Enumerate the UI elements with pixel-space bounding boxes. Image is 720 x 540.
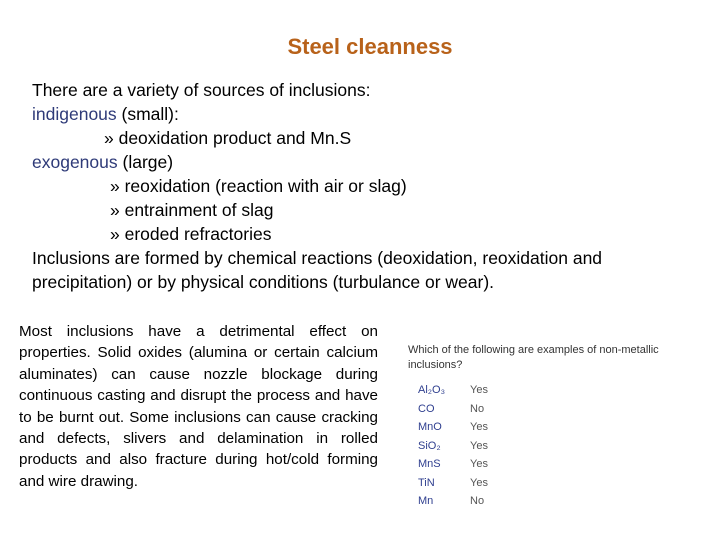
quiz-row: [408, 440, 678, 459]
exogenous-heading: [32, 150, 702, 174]
answer-label: Yes: [470, 384, 488, 396]
compound-label: SiO₂: [418, 439, 441, 452]
quiz-row: [408, 421, 678, 440]
intro-line: There are a variety of sources of inclusions:: [32, 80, 371, 100]
exogenous-item: » eroded refractories: [110, 224, 272, 244]
exogenous-item: » reoxidation (reaction with air or slag): [110, 176, 407, 196]
inclusion-sources-text: [32, 78, 702, 294]
compound-label: TiN: [418, 476, 435, 489]
answer-label: Yes: [470, 421, 488, 433]
answer-label: Yes: [470, 439, 488, 452]
summary-line: precipitation) or by physical conditions (turbulance or wear).: [32, 272, 495, 292]
answer-label: Yes: [470, 476, 488, 489]
exogenous-item: » entrainment of slag: [110, 200, 274, 220]
quiz-question: Which of the following are examples of non-metallic inclusions?: [408, 344, 659, 371]
quiz-row: [408, 477, 678, 496]
compound-label: CO: [418, 402, 435, 415]
slide-title: Steel cleanness: [287, 34, 453, 59]
indigenous-item: » deoxidation product and Mn.S: [104, 128, 352, 148]
compound-label: Al₂O₃: [418, 384, 446, 396]
quiz-row: [408, 384, 678, 403]
effects-paragraph: Most inclusions have a detrimental effect on properties. Solid oxides (alumina or certain calcium aluminates) can cause nozzle blockage during continuous casting and disrupt the process and have to be burnt out. Some inclusions can cause cracking and defects, slivers and delamination in rolled products and also fracture during hot/cold forming and wire drawing.: [19, 323, 378, 490]
answer-label: Yes: [470, 458, 488, 470]
quiz-row: [408, 495, 678, 514]
indigenous-term: indigenous: [32, 104, 117, 124]
quiz-answer-list: [408, 384, 678, 514]
exogenous-term: exogenous: [32, 152, 118, 172]
quiz-row: [408, 403, 678, 422]
summary-line: Inclusions are formed by chemical reactions (deoxidation, reoxidation and: [32, 248, 603, 268]
compound-label: MnO: [418, 421, 442, 433]
exogenous-size: (large): [117, 152, 174, 172]
compound-label: Mn: [418, 495, 434, 507]
indigenous-size: (small):: [116, 104, 179, 124]
answer-label: No: [470, 495, 485, 507]
quiz-panel: [408, 343, 678, 514]
indigenous-heading: [32, 102, 702, 126]
answer-label: No: [470, 402, 485, 415]
compound-label: MnS: [418, 458, 441, 470]
quiz-row: [408, 458, 678, 477]
